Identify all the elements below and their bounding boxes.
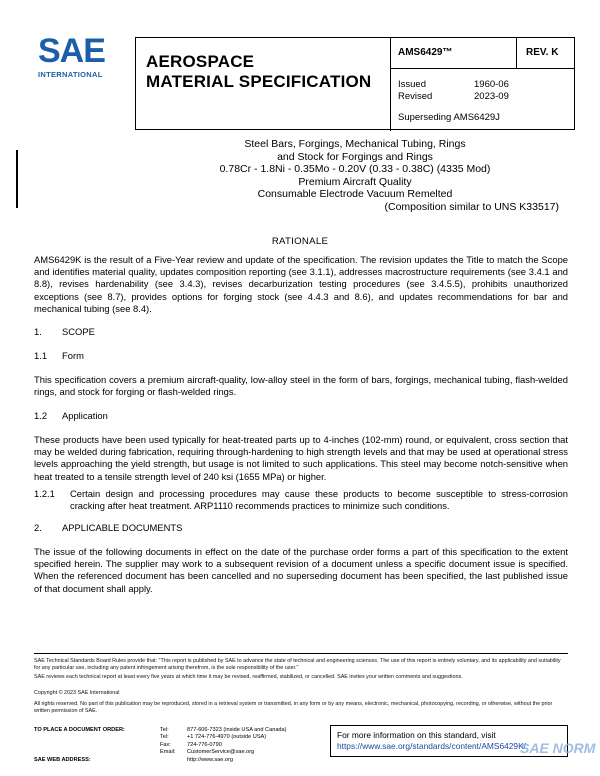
- email-link[interactable]: CustomerService@sae.org: [187, 749, 255, 756]
- section-1-2-text: These products have been used typically for heat-treated parts up to 4-inches (102-mm) round, or equivalent, cross section that may be welded during fabrication, requiring through-hardening to high strength levels and that may be used at operational stress levels approaching the yield strength, but usage is not limited to such applications. This steel may become notch-sensitive when heat treated to a tensile strength level of 240 ksi (1655 MPa) or higher.: [34, 434, 568, 482]
- spec-subtitle: [135, 138, 575, 213]
- superseding: Superseding AMS6429J: [398, 112, 500, 123]
- order-label: TO PLACE A DOCUMENT ORDER:: [34, 727, 125, 733]
- divider: [516, 38, 517, 68]
- info-text: For more information on this standard, visit: [337, 730, 496, 740]
- issued-value: 1960-06: [474, 79, 509, 90]
- revised-value: 2023-09: [474, 91, 509, 102]
- doc-number: AMS6429™: [398, 47, 453, 58]
- tel-value: +1 724-776-4970 (outside USA): [187, 734, 267, 741]
- section-title: SCOPE: [62, 326, 95, 337]
- subtitle-line: Steel Bars, Forgings, Mechanical Tubing, Rings: [244, 138, 466, 150]
- tel-value: 877-606-7323 (inside USA and Canada): [187, 727, 287, 733]
- subtitle-line: Consumable Electrode Vacuum Remelted: [257, 188, 453, 200]
- section-title: APPLICABLE DOCUMENTS: [62, 522, 183, 533]
- section-number: 1.1: [34, 350, 48, 361]
- section-1-heading: [34, 326, 95, 337]
- section-1-1-text: This specification covers a premium aircraft-quality, low-alloy steel in the form of bars, forgings, mechanical tubing, flash-welded rings, and stock for forging or flash-welded rings.: [34, 374, 568, 398]
- fax-value: 724-776-0790: [187, 741, 222, 748]
- web-link[interactable]: http://www.sae.org: [187, 757, 234, 763]
- sae-logo: [38, 34, 120, 84]
- section-2-text: The issue of the following documents in effect on the date of the purchase order forms a part of this specification to the extent specified herein. The supplier may work to a subsequent revision of a document unless a specific document issue is specified. When the referenced document has been cancelled and no superseding document has been specified, the last published issue of that document shall apply.: [34, 546, 568, 594]
- section-title: Application: [62, 410, 108, 421]
- rationale-text: AMS6429K is the result of a Five-Year review and update of the specification. The revision updates the Title to match the Scope and identifies material quality, updates composition reporting (see 3.1.1), addresses macrostructure requirements (see 3.4.1 and 8.8), revises hardenability (see 3.4.3), revises decarburization testing procedures (see 3.4.5.5), prohibits unauthorized exceptions (see 8.7), provides options for forging stock (see 4.4.3 and 8.6), and updates recommendations for bar and mechanical tubing (see 8.4).: [34, 254, 568, 314]
- footer-copyright: Copyright © 2023 SAE International: [34, 690, 120, 696]
- revision-margin-bar: [16, 150, 18, 208]
- section-number: 2.: [34, 522, 42, 533]
- subtitle-line: 0.78Cr - 1.8Ni - 0.35Mo - 0.20V (0.33 - 0.38C) (4335 Mod): [219, 163, 491, 175]
- fax-label: Fax:: [160, 741, 171, 748]
- rationale-heading: RATIONALE: [271, 236, 329, 247]
- subtitle-line: Premium Aircraft Quality: [298, 175, 412, 188]
- section-number: 1.: [34, 326, 42, 337]
- section-1-1-heading: [34, 350, 84, 361]
- section-2-heading: [34, 522, 182, 533]
- subtitle-line: (Composition similar to UNS K33517): [384, 200, 559, 213]
- title-line-1: AEROSPACE: [146, 52, 255, 71]
- logo-subtext: INTERNATIONAL: [38, 70, 103, 79]
- standard-link[interactable]: https://www.sae.org/standards/content/AMS6429K/: [337, 741, 527, 751]
- revised-label: Revised: [398, 91, 433, 102]
- contact-values: [187, 727, 287, 757]
- footer-disclaimer: SAE Technical Standards Board Rules provide that: "This report is published by SAE to advance the state of technical and engineering sciences. The use of this report is entirely voluntary, and its applicability and suitability for any particular use, including any patent infringement arising therefrom, is the sole responsibility of the user.": [34, 658, 561, 671]
- spec-title: [146, 52, 371, 92]
- revision-label: REV. K: [526, 47, 559, 58]
- tel-label: Tel:: [160, 727, 169, 733]
- footer-divider: [34, 653, 568, 654]
- divider: [390, 38, 391, 131]
- title-line-2: MATERIAL SPECIFICATION: [146, 72, 372, 91]
- web-label: SAE WEB ADDRESS:: [34, 757, 91, 763]
- section-1-2-heading: [34, 410, 108, 421]
- footer-rights: All rights reserved. No part of this publication may be reproduced, stored in a retrieval system or transmitted, in any form or by any means, electronic, mechanical, photocopying, recording, or otherwise, without the prior written permission of SAE.: [34, 701, 553, 714]
- footer-review-note: SAE reviews each technical report at least every five years at which time it may be revised, reaffirmed, stabilized, or cancelled. SAE invites your written comments and suggestions.: [34, 674, 463, 680]
- tel-label: Tel:: [160, 734, 169, 741]
- subtitle-line: and Stock for Forgings and Rings: [277, 150, 433, 163]
- issued-label: Issued: [398, 79, 426, 90]
- section-number: 1.2: [34, 410, 48, 421]
- logo-mark: SAE: [38, 32, 105, 70]
- section-1-2-1-text: Certain design and processing procedures may cause these products to become susceptible to stress-corrosion cracking after heat treatment. ARP1110 recommends practices to minimize such conditions.: [70, 488, 568, 512]
- section-number: 1.2.1: [34, 488, 55, 499]
- header-box: [135, 37, 575, 130]
- section-title: Form: [62, 350, 84, 361]
- email-label: Email:: [160, 749, 176, 756]
- divider: [390, 68, 575, 69]
- contact-labels: [160, 727, 176, 757]
- section-1-2-1: [34, 488, 568, 512]
- watermark-logo: SAE NORM: [520, 740, 596, 756]
